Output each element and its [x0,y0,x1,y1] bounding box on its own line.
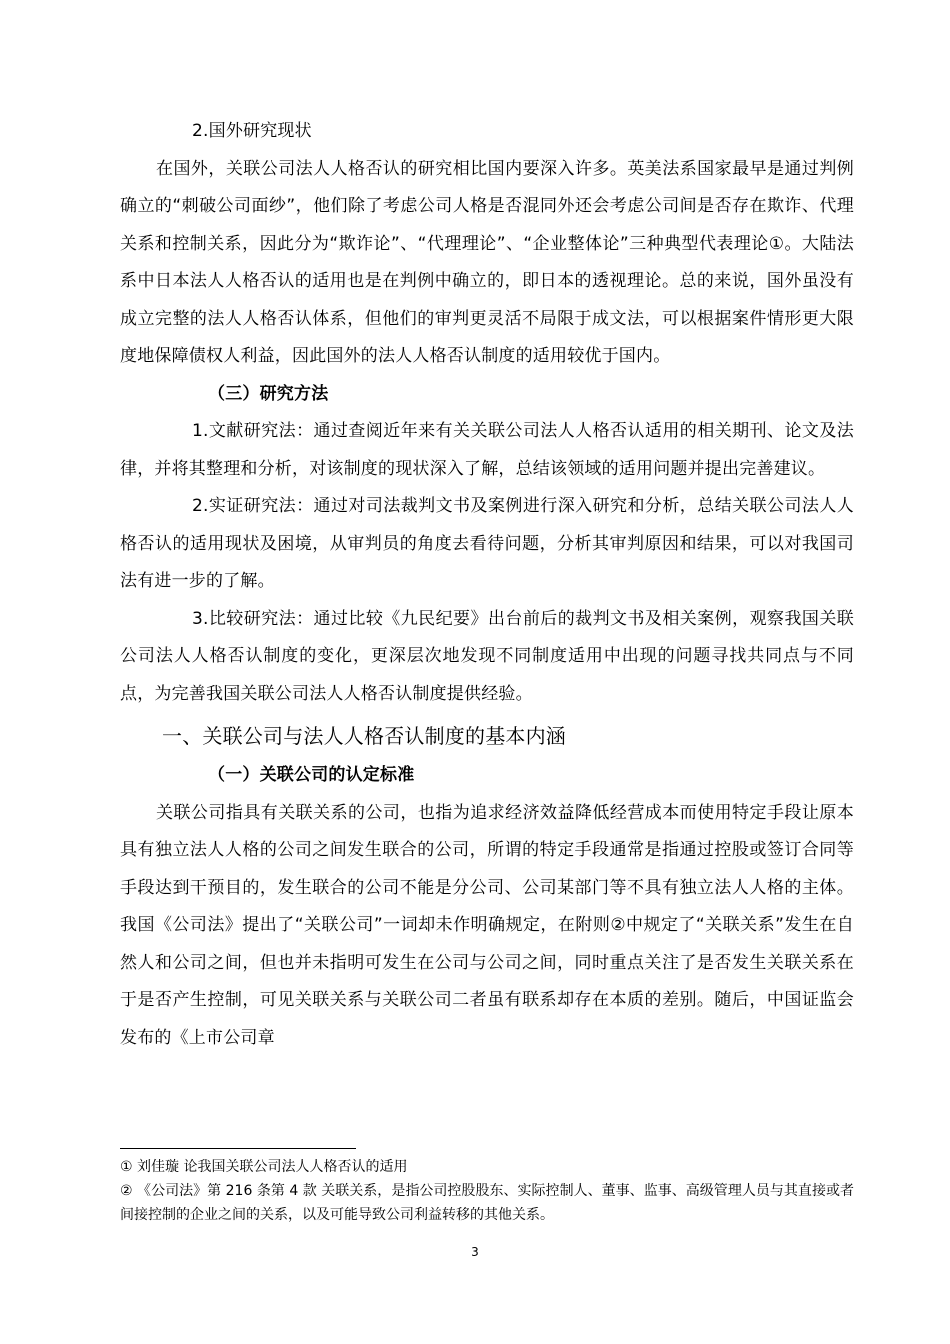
footnotes [120,1155,854,1227]
body-text [120,113,854,1057]
research-methods-heading: （三）研究方法 [208,383,329,404]
page-number: 3 [471,1245,479,1259]
chapter-heading: 一、关联公司与法人人格否认制度的基本内涵 [162,724,566,748]
foreign-research-paragraph: 在国外，关联公司法人人格否认的研究相比国内要深入许多。英美法系国家最早是通过判例确立的“刺破公司面纱”，他们除了考虑公司人格是否混同外还会考虑公司间是否存在欺诈、代理关系和控制关系，因此分为“欺诈论”、“代理理论”、“企业整体论”三种典型代表理论①。大陆法系中日本法人人格否认的适用也是在判例中确立的，即日本的透视理论。总的来说，国外虽没有成立完整的法人人格否认体系，但他们的审判更灵活不局限于成文法，可以根据案件情形更大限度地保障债权人利益，因此国外的法人人格否认制度的适用较优于国内。 [120,158,854,366]
footnote-1: ① 刘佳璇 论我国关联公司法人人格否认的适用 [120,1159,408,1175]
method-literature-paragraph: 1.文献研究法：通过查阅近年来有关关联公司法人人格否认适用的相关期刊、论文及法律，并将其整理和分析，对该制度的现状深入了解，总结该领域的适用问题并提出完善建议。 [120,421,854,479]
foreign-research-heading: 2.国外研究现状 [192,121,312,141]
footnote-divider [120,1148,356,1149]
method-empirical-paragraph: 2.实证研究法：通过对司法裁判文书及案例进行深入研究和分析，总结关联公司法人人格否认的适用现状及困境，从审判员的角度去看待问题，分析其审判原因和结果，可以对我国司法有进一步的了解。 [120,496,854,591]
section-heading: （一）关联公司的认定标准 [208,765,415,785]
footnote-2: ② 《公司法》第 216 条第 4 款 关联关系，是指公司控股股东、实际控制人、董事、监事、高级管理人员与其直接或者间接控制的企业之间的关系，以及可能导致公司利益转移的其他关系。 [120,1183,854,1223]
method-comparative-paragraph: 3.比较研究法：通过比较《九民纪要》出台前后的裁判文书及相关案例，观察我国关联公司法人人格否认制度的变化，更深层次地发现不同制度适用中出现的问题寻找共同点与不同点，为完善我国关联公司法人人格否认制度提供经验。 [120,608,854,704]
affiliated-company-paragraph: 关联公司指具有关联关系的公司，也指为追求经济效益降低经营成本而使用特定手段让原本具有独立法人人格的公司之间发生联合的公司，所谓的特定手段通常是指通过控股或签订合同等手段达到干预目的，发生联合的公司不能是分公司、公司某部门等不具有独立法人人格的主体。我国《公司法》提出了“关联公司”一词却未作明确规定，在附则②中规定了“关联关系”发生在自然人和公司之间，但也并未指明可发生在公司与公司之间，同时重点关注了是否发生关联关系在于是否产生控制，可见关联关系与关联公司二者虽有联系却存在本质的差别。随后，中国证监会发布的《上市公司章 [120,802,854,1048]
